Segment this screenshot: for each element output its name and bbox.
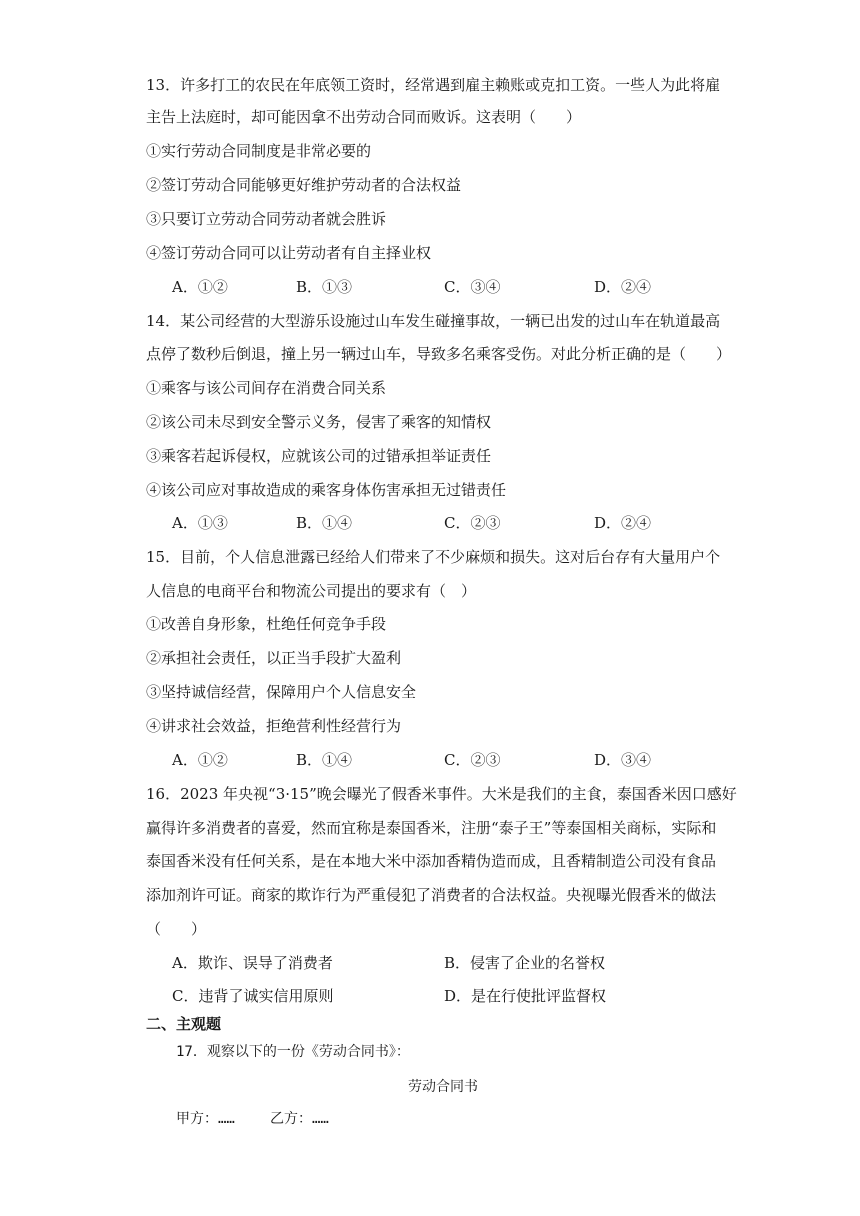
q16-options-row2 <box>0 985 860 1007</box>
q16-option-d: D．是在行使批评监督权 <box>444 987 607 1005</box>
q16-option-a: A．欺诈、误导了消费者 <box>172 954 333 972</box>
q16-option-b: B．侵害了企业的名誉权 <box>444 954 606 972</box>
q16-stem-line3: 泰国香米没有任何关系，是在本地大米中添加香精伪造而成，且香精制造公司没有食品 <box>146 852 717 870</box>
q16-stem-line2: 赢得许多消费者的喜爱，然而宜称是泰国香米，注册“泰子王”等泰国相关商标，实际和 <box>146 819 717 837</box>
q15-options <box>0 749 860 771</box>
q14-option-b: B．①④ <box>296 514 353 532</box>
q15-item-3: ③坚持诚信经营，保障用户个人信息安全 <box>146 683 417 701</box>
q16-stem-line5: （ ） <box>146 920 207 938</box>
q14-item-3: ③乘客若起诉侵权，应就该公司的过错承担举证责任 <box>146 447 492 465</box>
q14-item-1: ①乘客与该公司间存在消费合同关系 <box>146 379 387 397</box>
q13-option-d: D．②④ <box>594 278 652 296</box>
q15-item-4: ④讲求社会效益，拒绝营利性经营行为 <box>146 717 402 735</box>
q16-stem-line4: 添加剂许可证。商家的欺诈行为严重侵犯了消费者的合法权益。央视曝光假香米的做法 <box>146 886 717 904</box>
contract-party-b: 乙方：…… <box>270 1111 329 1127</box>
q14-item-4: ④该公司应对事故造成的乘客身体伤害承担无过错责任 <box>146 481 507 499</box>
q14-options <box>0 512 860 534</box>
q15-option-c: C．②③ <box>444 751 501 769</box>
q16-options-row1 <box>0 952 860 974</box>
q13-item-4: ④签订劳动合同可以让劳动者有自主择业权 <box>146 244 432 262</box>
q15-option-b: B．①④ <box>296 751 353 769</box>
q14-stem-line1: 14．某公司经营的大型游乐设施过山车发生碰撞事故，一辆已出发的过山车在轨道最高 <box>146 312 721 330</box>
q16-option-c: C．违背了诚实信用原则 <box>172 987 334 1005</box>
q15-stem-line1: 15．目前，个人信息泄露已经给人们带来了不少麻烦和损失。这对后台存有大量用户个 <box>146 548 721 566</box>
contract-party-a: 甲方：…… <box>176 1111 235 1127</box>
q15-stem-line2: 人信息的电商平台和物流公司提出的要求有（ ） <box>146 582 477 600</box>
q13-stem-line1: 13．许多打工的农民在年底领工资时，经常遇到雇主赖账或克扣工资。一些人为此将雇 <box>146 76 721 94</box>
q14-option-d: D．②④ <box>594 514 652 532</box>
contract-title: 劳动合同书 <box>408 1079 478 1095</box>
q13-item-2: ②签订劳动合同能够更好维护劳动者的合法权益 <box>146 176 462 194</box>
q13-option-c: C．③④ <box>444 278 501 296</box>
q13-option-a: A．①② <box>172 278 228 296</box>
q14-stem-line2: 点停了数秒后倒退，撞上另一辆过山车，导致多名乘客受伤。对此分析正确的是（ ） <box>146 345 732 363</box>
q16-stem-line1: 16．2023 年央视“3·15”晚会曝光了假香米事件。大米是我们的主食，泰国香米因口感好 <box>146 785 737 803</box>
q13-item-1: ①实行劳动合同制度是非常必要的 <box>146 142 372 160</box>
q13-options <box>0 276 860 298</box>
q14-option-c: C．②③ <box>444 514 501 532</box>
q14-option-a: A．①③ <box>172 514 228 532</box>
section-title-subjective: 二、主观题 <box>146 1015 222 1033</box>
q15-option-a: A．①② <box>172 751 228 769</box>
q13-stem-line2: 主告上法庭时，却可能因拿不出劳动合同而败诉。这表明（ ） <box>146 108 582 126</box>
q15-item-2: ②承担社会责任，以正当手段扩大盈利 <box>146 649 402 667</box>
q13-item-3: ③只要订立劳动合同劳动者就会胜诉 <box>146 210 387 228</box>
q17-intro: 17．观察以下的一份《劳动合同书》： <box>176 1044 410 1060</box>
q15-item-1: ①改善自身形象，杜绝任何竞争手段 <box>146 615 387 633</box>
q15-option-d: D．③④ <box>594 751 652 769</box>
q13-option-b: B．①③ <box>296 278 353 296</box>
q14-item-2: ②该公司未尽到安全警示义务，侵害了乘客的知情权 <box>146 413 492 431</box>
